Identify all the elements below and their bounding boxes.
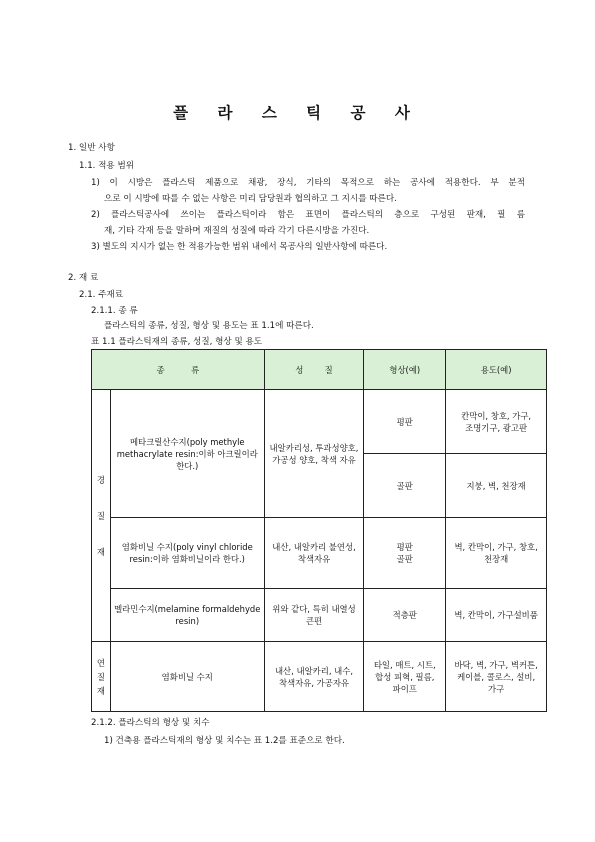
plastics-table [91, 349, 547, 712]
item-1-line-2: 으로 이 시방에 따를 수 없는 사항은 미리 담당원과 협의하고 그 지시를 따른다. [104, 194, 397, 204]
cell-name: 염화비닐 수지(poly vinyl chloride resin:이하 염화비닐이라 한다.) [110, 518, 264, 589]
section-2-1-heading: 2.1. 주재료 [79, 290, 124, 300]
cell-property: 내산, 내알카리, 내수, 착색자유, 가공자유 [264, 642, 364, 712]
item-1-line-1: 1) 이 시방은 플라스틱 제품으로 채광, 장식, 기타의 목적으로 하는 공사에 적용한다. 부 분적 [91, 178, 525, 188]
cell-name: 염화비닐 수지 [110, 642, 264, 712]
section-2-1-1-heading: 2.1.1. 종 류 [91, 306, 138, 316]
item-2-line-1: 2) 플라스틱공사에 쓰이는 플라스틱이라 함은 표면이 플라스틱의 층으로 구성된 판재, 필 름 [91, 210, 525, 220]
section-2-heading: 2. 재 료 [68, 273, 99, 283]
cell-use: 바닥, 벽, 가구, 벽커튼, 케이블, 콜로스, 설비, 가구 [446, 642, 547, 712]
header-shape: 형상(예) [364, 350, 446, 390]
cell-shape: 골판 [364, 454, 446, 518]
item-3: 3) 별도의 지시가 없는 한 적용가능한 범위 내에서 목공사의 일반사항에 따른다. [91, 242, 388, 252]
header-use: 용도(예) [446, 350, 547, 390]
cell-use: 벽, 칸막이, 가구, 창호, 천장재 [446, 518, 547, 589]
cell-use: 칸막이, 창호, 가구, 조명기구, 광고판 [446, 390, 547, 454]
cell-property: 내산, 내알카리 불연성, 착색자유 [264, 518, 364, 589]
section-2-1-2-item-1: 1) 건축용 플라스틱재의 형상 및 치수는 표 1.2를 표준으로 한다. [104, 736, 345, 746]
cell-name: 메타크릴산수지(poly methyle methacrylate resin:이하 아크릴이라 한다.) [110, 390, 264, 518]
header-property: 성 질 [264, 350, 364, 390]
section-1-heading: 1. 일반 사항 [68, 143, 115, 153]
table-row [92, 518, 547, 589]
section-1-1-heading: 1.1. 적용 범위 [79, 161, 135, 171]
header-kind: 종 류 [92, 350, 265, 390]
table-caption: 표 1.1 플라스틱재의 종류, 성질, 형상 및 용도 [91, 337, 263, 347]
table-row [92, 642, 547, 712]
page-title: 플 라 스 틱 공 사 [173, 104, 422, 122]
cell-use: 지붕, 벽, 천장재 [446, 454, 547, 518]
body-paragraph: 플라스틱의 종류, 성질, 형상 및 용도는 표 1.1에 따른다. [104, 321, 314, 331]
cell-property: 내알카리성, 투과성양호, 가공성 양호, 착색 자유 [264, 390, 364, 518]
group-label-soft: 연 질 재 [92, 642, 111, 712]
cell-shape: 평판 [364, 390, 446, 454]
group-label-hard: 경 질 재 [92, 390, 111, 642]
cell-use: 벽, 칸막이, 가구설비품 [446, 589, 547, 642]
cell-name: 멜라민수지(melamine formaldehyde resin) [110, 589, 264, 642]
section-2-1-2-heading: 2.1.2. 플라스틱의 형상 및 치수 [91, 718, 210, 728]
table-row [92, 589, 547, 642]
table-header-row [92, 350, 547, 390]
cell-shape: 적층판 [364, 589, 446, 642]
item-2-line-2: 재, 기타 각재 등을 말하며 재질의 성질에 따라 각기 다른시방을 가진다. [104, 226, 370, 236]
cell-property: 위와 같다, 특히 내열성 큰편 [264, 589, 364, 642]
table-row [92, 390, 547, 454]
cell-shape: 평판 골판 [364, 518, 446, 589]
cell-shape: 타일, 매트, 시트, 합성 피혁, 필름, 파이프 [364, 642, 446, 712]
